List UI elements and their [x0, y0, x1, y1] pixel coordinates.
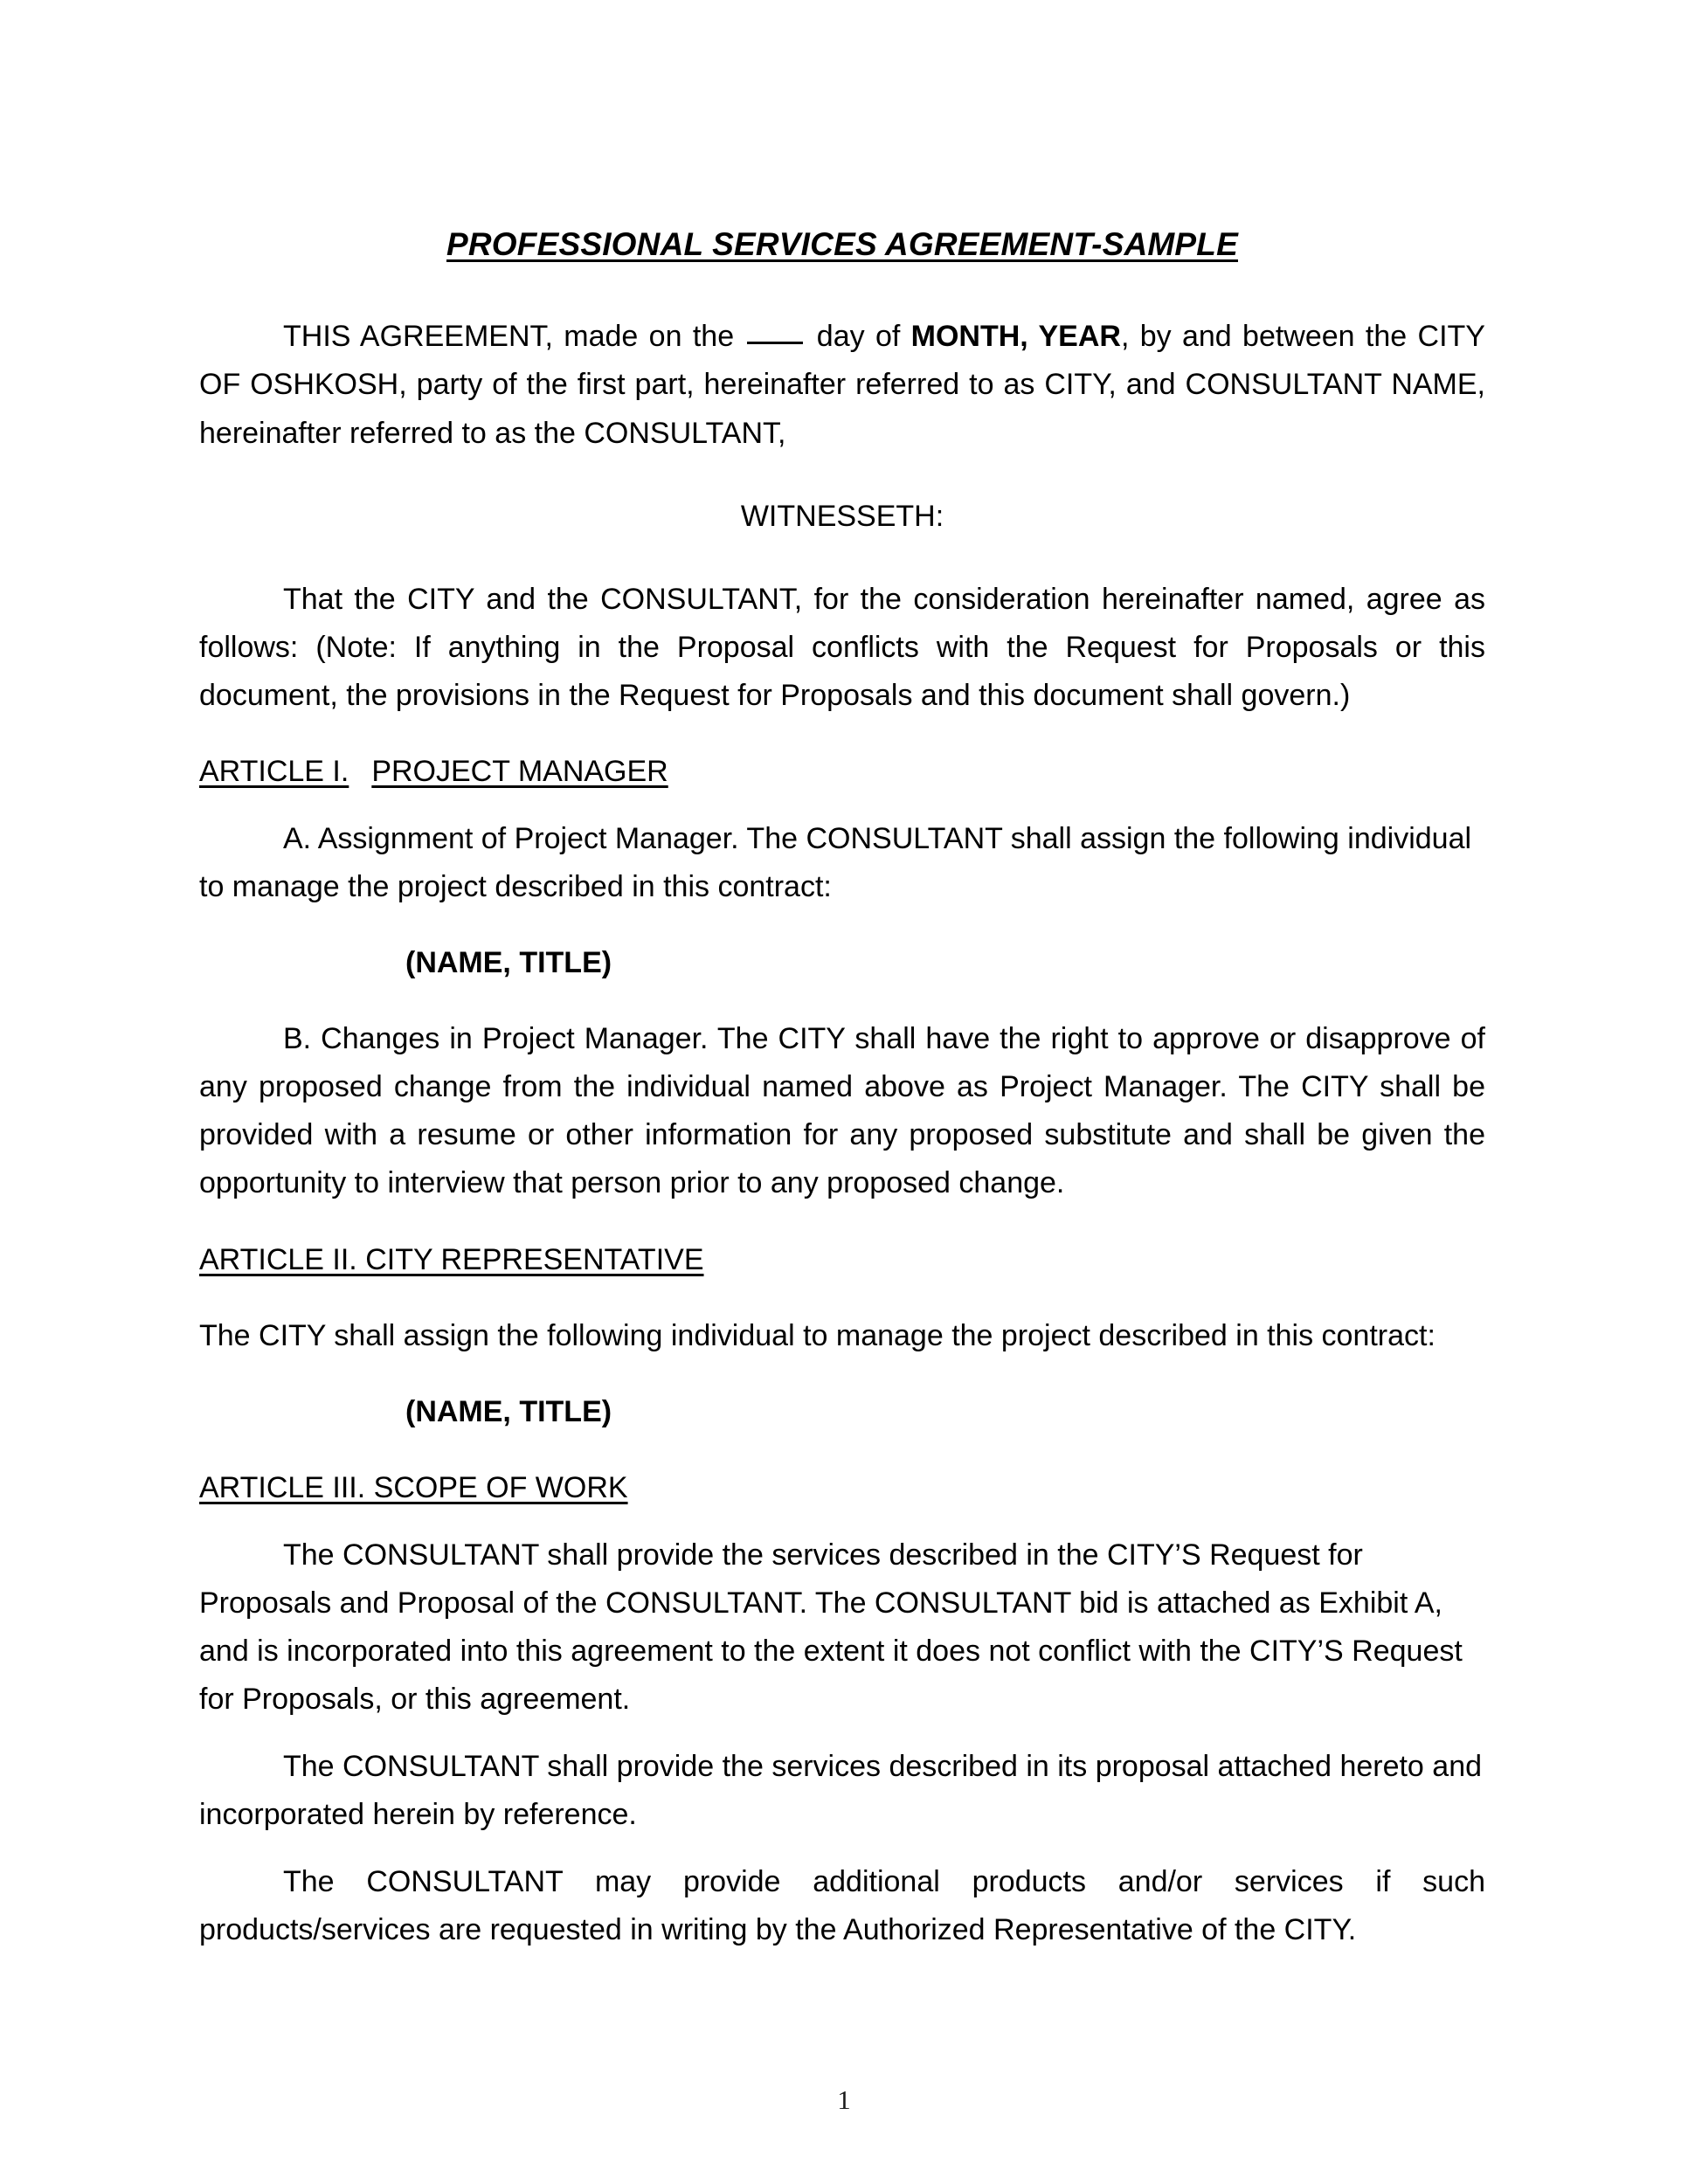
article-3-paragraph-2 — [199, 1743, 1485, 1839]
article-1-number: ARTICLE I. — [199, 754, 349, 788]
witnesseth-paragraph — [199, 576, 1485, 720]
page-title — [199, 0, 1485, 264]
preamble-lead-in: THIS AGREEMENT, made on the — [283, 320, 735, 354]
spacer — [199, 720, 1485, 748]
spacer — [199, 987, 1485, 1015]
article-1-title: PROJECT MANAGER — [371, 754, 668, 788]
witnesseth-heading: WITNESSETH: — [740, 499, 944, 533]
article-2-heading-text: ARTICLE II. CITY REPRESENTATIVE — [199, 1242, 704, 1276]
spacer — [199, 264, 1485, 313]
article-3-paragraph-1 — [199, 1531, 1485, 1724]
article-1-name-title-placeholder: (NAME, TITLE) — [405, 946, 612, 980]
spacer — [199, 1208, 1485, 1236]
date-blank-field — [747, 342, 803, 344]
page-number-footer: 1 — [837, 2084, 851, 2115]
article-3-paragraph-1-text: The CONSULTANT shall provide the services described in the CITY’S Request for Proposals and Proposal of the CONSULTANT. The CONSULTANT bid is attached as Exhibit A, and is incorporated into this agreement to the extent it does not conflict with the CITY’S Request for Proposals, or this agreement. — [199, 1538, 1463, 1717]
spacer — [199, 1284, 1485, 1312]
article-3-paragraph-3 — [199, 1858, 1485, 1954]
article-1-section-b — [199, 1015, 1485, 1207]
spacer — [199, 458, 1485, 493]
preamble-month-year: MONTH, YEAR — [910, 320, 1121, 354]
spacer — [199, 796, 1485, 815]
article-1-section-a — [199, 815, 1485, 911]
spacer — [199, 1436, 1485, 1464]
page-title-text: PROFESSIONAL SERVICES AGREEMENT-SAMPLE — [446, 226, 1238, 262]
spacer — [199, 1724, 1485, 1743]
article-1-heading — [199, 748, 1485, 796]
spacer — [199, 1360, 1485, 1388]
article-2-name-title-placeholder: (NAME, TITLE) — [405, 1394, 612, 1428]
article-3-paragraph-2-text: The CONSULTANT shall provide the services described in its proposal attached hereto and incorporated herein by reference. — [199, 1750, 1483, 1832]
spacer — [199, 911, 1485, 939]
article-1-section-b-text: B. Changes in Project Manager. The CITY shall have the right to approve or disapprove of any proposed change from the individual named above as Project Manager. The CITY shall be provided with a resume or other information for any proposed substitute and shall be given the opportunity to interview that person prior to any proposed change. — [199, 1022, 1485, 1200]
article-1-section-a-text: A. Assignment of Project Manager. The CONSULTANT shall assign the following individual to manage the project described in this contract: — [199, 822, 1472, 904]
article-3-heading — [199, 1464, 1485, 1512]
preamble-day-of: day of — [816, 320, 901, 354]
spacer — [199, 1839, 1485, 1858]
document-content — [199, 0, 1485, 1955]
preamble-tail: , by and between the CITY OF OSHKOSH, party of the first part, hereinafter referred to as CITY, and CONSULTANT NAME, hereinafter referred to as the CONSULTANT, — [199, 320, 1485, 450]
witnesseth-paragraph-text: That the CITY and the CONSULTANT, for the consideration hereinafter named, agree as follows: (Note: If anything in the Proposal conflicts with the Request for Proposals or this document, the provisions in the Request for Proposals and this document shall govern.) — [199, 582, 1485, 712]
preamble-paragraph — [199, 313, 1485, 457]
article-2-body: The CITY shall assign the following individual to manage the project described in this contract: — [199, 1318, 1435, 1352]
spacer — [199, 541, 1485, 576]
article-3-paragraph-3-text: The CONSULTANT may provide additional products and/or services if such products/services are requested in writing by the Authorized Representative of the CITY. — [199, 1865, 1485, 1947]
article-3-heading-text: ARTICLE III. SCOPE OF WORK — [199, 1470, 628, 1504]
article-2-heading — [199, 1236, 1485, 1284]
spacer — [199, 1512, 1485, 1531]
